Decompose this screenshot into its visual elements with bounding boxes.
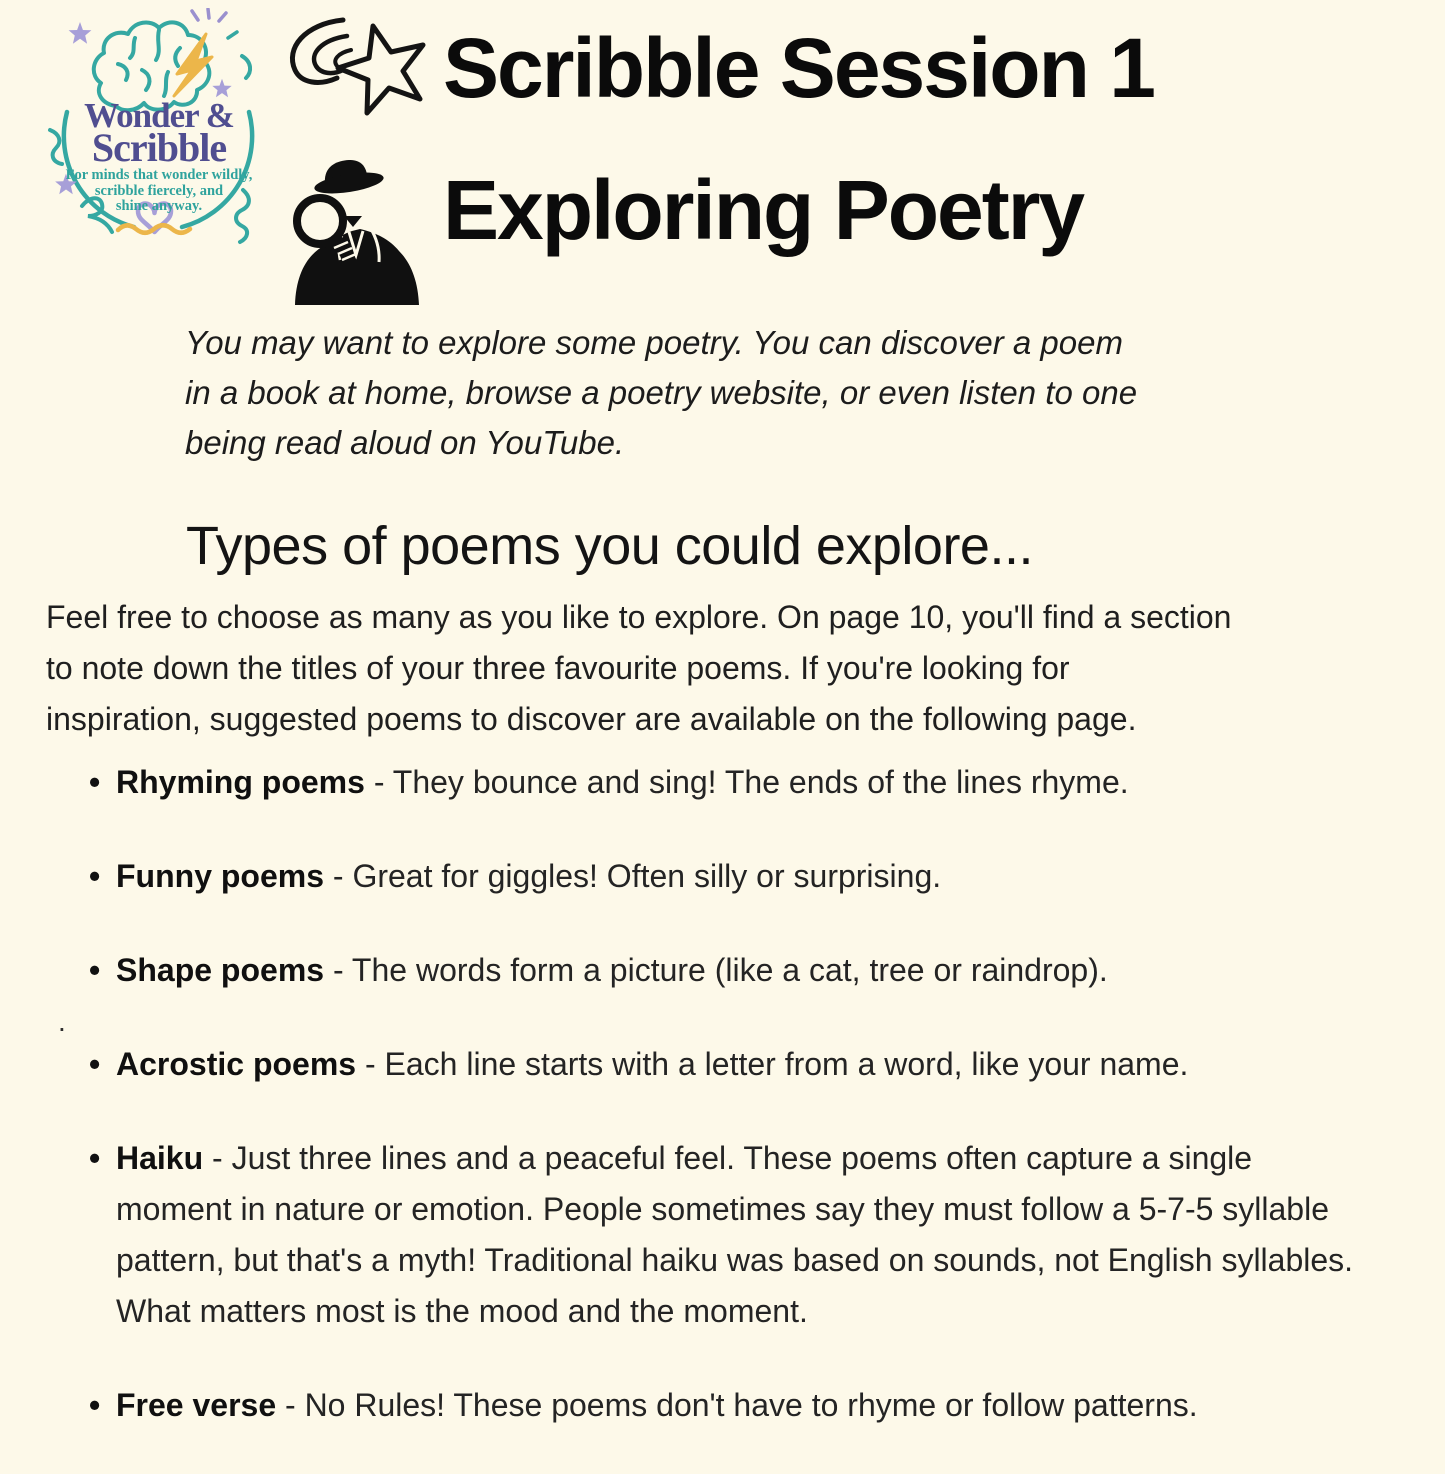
poem-type-description: - Each line starts with a letter from a word, like your name. bbox=[356, 1046, 1189, 1082]
poem-type-name: Funny poems bbox=[116, 858, 325, 894]
list-item-shape-poems bbox=[88, 945, 1373, 996]
logo-tagline-line2: scribble fiercely, and bbox=[94, 183, 224, 199]
page-title: Exploring Poetry bbox=[443, 163, 1084, 257]
section-description-line-3: inspiration, suggested poems to discover are available on the following page. bbox=[46, 701, 1137, 737]
poem-type-name: Haiku bbox=[116, 1140, 204, 1176]
detective-magnifier-icon bbox=[292, 160, 422, 305]
section-heading: Types of poems you could explore... bbox=[186, 516, 1033, 576]
logo-wordmark-line2: Scribble bbox=[91, 125, 227, 170]
poem-type-name: Acrostic poems bbox=[116, 1046, 357, 1082]
session-title: Scribble Session 1 bbox=[443, 21, 1154, 115]
list-item-haiku bbox=[88, 1133, 1373, 1337]
intro-line-1: You may want to explore some poetry. You can discover a poem bbox=[185, 324, 1123, 361]
poem-type-name: Shape poems bbox=[116, 952, 325, 988]
logo-wordmark-line1: Wonder & bbox=[84, 96, 234, 135]
intro-paragraph bbox=[185, 318, 1285, 468]
intro-line-2: in a book at home, browse a poetry website, or even listen to one bbox=[185, 374, 1138, 411]
logo-tagline-line1: For minds that wonder wildly, bbox=[65, 167, 253, 183]
list-item-free-verse bbox=[88, 1380, 1373, 1431]
list-item-funny-poems bbox=[88, 851, 1373, 902]
poem-type-description: - No Rules! These poems don't have to rhyme or follow patterns. bbox=[276, 1387, 1198, 1423]
poem-type-description: - Just three lines and a peaceful feel. These poems often capture a single moment in nature or emotion. People sometimes say they must follow a 5-7-5 syllable pattern, but that's a myth! Traditional haiku was based on sounds, not English syllables. What matters most is the mood and the moment. bbox=[116, 1140, 1354, 1329]
poem-type-description: - They bounce and sing! The ends of the lines rhyme. bbox=[364, 764, 1129, 800]
intro-line-3: being read aloud on YouTube. bbox=[185, 424, 625, 461]
section-description bbox=[46, 592, 1376, 745]
section-description-line-2: to note down the titles of your three favourite poems. If you're looking for bbox=[46, 650, 1070, 686]
wonder-scribble-logo-icon bbox=[38, 8, 268, 266]
poem-type-name: Rhyming poems bbox=[116, 764, 365, 800]
poem-type-description: - Great for giggles! Often silly or surprising. bbox=[324, 858, 942, 894]
logo-graphic bbox=[38, 8, 268, 266]
shooting-star-icon bbox=[283, 14, 441, 126]
list-item-rhyming-poems bbox=[88, 757, 1373, 808]
poem-type-list bbox=[88, 757, 1373, 1474]
logo-tagline-line3: shine anyway. bbox=[115, 198, 203, 214]
poem-type-description: - The words form a picture (like a cat, tree or raindrop). bbox=[324, 952, 1108, 988]
poem-type-name: Free verse bbox=[116, 1387, 277, 1423]
stray-dot-mark: . bbox=[58, 1006, 66, 1037]
section-description-line-1: Feel free to choose as many as you like to explore. On page 10, you'll find a section bbox=[46, 599, 1232, 635]
list-item-acrostic-poems bbox=[88, 1039, 1373, 1090]
